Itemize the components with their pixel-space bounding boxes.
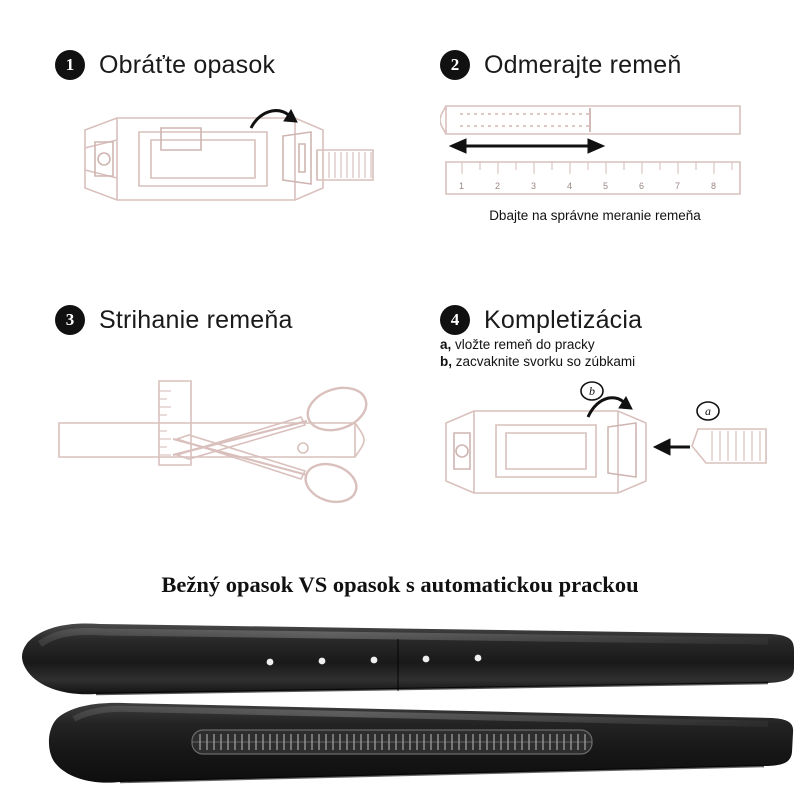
- step-3-header: [55, 305, 385, 335]
- svg-text:1: 1: [459, 181, 465, 191]
- step-3-badge: 3: [55, 305, 85, 335]
- svg-text:8: 8: [711, 181, 717, 191]
- belt-photos: [0, 606, 800, 800]
- step-1-header: [55, 50, 375, 80]
- step-3-illustration: [55, 343, 385, 528]
- step-3: [55, 305, 385, 528]
- svg-text:4: 4: [567, 181, 573, 191]
- step-4-substep-b: [440, 354, 770, 369]
- step-2-illustration: [440, 88, 750, 208]
- step-4-title: Kompletizácia: [484, 305, 643, 334]
- step-4-substep-b-marker: b,: [440, 354, 452, 369]
- svg-text:2: 2: [495, 181, 501, 191]
- step-4-header: [440, 305, 770, 335]
- step-1-title: Obráťte opasok: [99, 50, 276, 79]
- step-4-substep-a-marker: a,: [440, 337, 452, 352]
- step-2-title: Odmerajte remeň: [484, 50, 682, 79]
- svg-text:3: 3: [531, 181, 537, 191]
- step-1-badge: 1: [55, 50, 85, 80]
- svg-text:a: a: [705, 404, 711, 418]
- comparison-section: [0, 560, 800, 800]
- step-2-header: [440, 50, 750, 80]
- step-1-illustration: [55, 88, 375, 218]
- step-4-substep-a: [440, 337, 770, 352]
- comparison-title: Bežný opasok VS opasok s automatickou prackou: [161, 572, 639, 597]
- step-3-title: Strihanie remeňa: [99, 305, 293, 334]
- step-2-badge: 2: [440, 50, 470, 80]
- step-4-substep-b-text: zacvaknite svorku so zúbkami: [452, 354, 636, 369]
- svg-text:5: 5: [603, 181, 609, 191]
- step-1: [55, 50, 375, 218]
- step-2: [440, 50, 750, 223]
- classic-belt: [22, 624, 794, 695]
- step-4-substep-a-text: vložte remeň do pracky: [451, 337, 595, 352]
- svg-text:b: b: [589, 384, 595, 398]
- step-4-badge: 4: [440, 305, 470, 335]
- step-4-illustration: [440, 377, 770, 507]
- step-4: [440, 305, 770, 507]
- svg-text:7: 7: [675, 181, 681, 191]
- automatic-belt: [49, 703, 793, 783]
- step-2-caption: Dbajte na správne meranie remeňa: [489, 208, 701, 223]
- svg-text:6: 6: [639, 181, 645, 191]
